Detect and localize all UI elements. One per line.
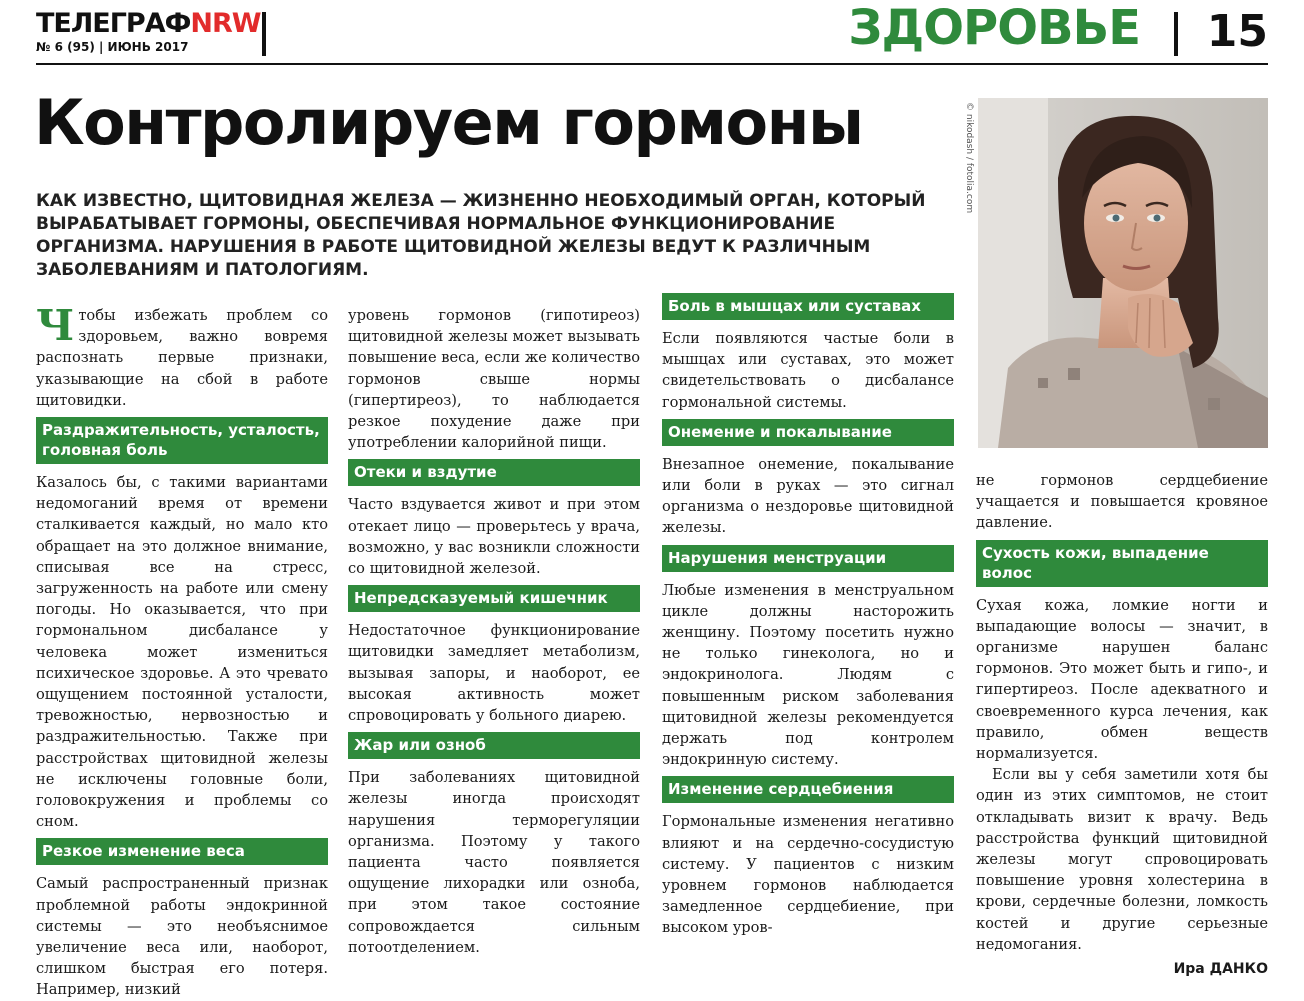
column-4 xyxy=(976,470,1268,980)
paragraph-weight-cont: уровень гормонов (гипотиреоз) щитовидной железы может вызывать повышение веса, если же количество гормонов свыше нормы (гипертиреоз), то наблюдается резкое похудение даже при употреблении калорийной пищи. xyxy=(348,307,640,452)
article-photo xyxy=(978,98,1268,448)
paragraph-closing: Если вы у себя заметили хотя бы один из этих симптомов, не стоит откладывать визит к врачу. Ведь расстройства функций щитовидной железы могут спровоцировать повышение уровня холестерина в крови, сердечные болезни, ломкость костей и другие серьезные недомогания. xyxy=(976,766,1268,953)
photo-credit xyxy=(962,102,976,262)
column-3 xyxy=(662,287,954,939)
drop-cap: Ч xyxy=(36,301,75,350)
paragraph-fever: При заболеваниях щитовидной железы иногда происходят нарушения терморегуляции организма. Поэтому у такого пациента часто появляется ощущение лихорадки или озноба, при этом такое состояние сопровождается сильным потоотделением. xyxy=(348,769,640,956)
article-lead: КАК ИЗВЕСТНО, ЩИТОВИДНАЯ ЖЕЛЕЗА — ЖИЗНЕННО НЕОБХОДИМЫЙ ОРГАН, КОТОРЫЙ ВЫРАБАТЫВАЕТ ГОРМОНЫ, ОБЕСПЕЧИВАЯ НОРМАЛЬНОЕ ФУНКЦИОНИРОВАНИЕ ОРГАНИЗМА. НАРУШЕНИЯ В РАБОТЕ ЩИТОВИДНОЙ ЖЕЛЕЗЫ ВЕДУТ К РАЗЛИЧНЫМ ЗАБОЛЕВАНИЯМ И ПАТОЛОГИЯМ. xyxy=(36,191,926,280)
subhead-menstruation: Нарушения менструации xyxy=(662,545,954,572)
masthead-nrw: NRW xyxy=(190,8,261,39)
intro-paragraph xyxy=(36,301,328,411)
column-1 xyxy=(36,301,328,1001)
subhead-bowel: Непредсказуемый кишечник xyxy=(348,585,640,612)
masthead xyxy=(36,8,261,39)
header-rule xyxy=(36,63,1268,65)
header-divider xyxy=(262,12,266,56)
paragraph-swelling: Часто вздувается живот и при этом отекает лицо — проверьтесь у врача, возможно, у вас возникли сложности со щитовидной железой. xyxy=(348,496,640,578)
issue-info: № 6 (95) | ИЮНЬ 2017 xyxy=(36,40,189,54)
subhead-irritability: Раздражительность, усталость, головная боль xyxy=(36,417,328,464)
paragraph-bowel: Недостаточное функционирование щитовидки замедляет метаболизм, вызывая запоры, и наоборот, ее высокая активность может спровоцировать у больного диарею. xyxy=(348,622,640,725)
subhead-weight: Резкое изменение веса xyxy=(36,838,328,865)
column-2 xyxy=(348,305,640,958)
paragraph-irritability: Казалось бы, с такими вариантами недомоганий время от времени сталкивается каждый, но мало кто обращает на это должное внимание, списывая все на стресс, загруженность на работе или смену погоды. Но оказывается, что при гормональном дисбалансе у человека может измениться психическое здоровье. А это чревато ощущением постоянной усталости, тревожностью, нервозностью и раздражительностью. Также при расстройствах щитовидной железы не исключены головные боли, головокружения и проблемы со сном. xyxy=(36,474,328,831)
paragraph-numbness: Внезапное онемение, покалывание или боли в руках — это сигнал организма о нездоровье щитовидной железы. xyxy=(662,455,954,537)
subhead-skin: Сухость кожи, выпадение волос xyxy=(976,540,1268,587)
masthead-name: ТЕЛЕГРАФ xyxy=(36,8,191,39)
paragraph-heartbeat: Гормональные изменения негативно влияют и на сердечно-сосудистую систему. У пациентов с низким уровнем гормонов наблюдается замедленное сердцебиение, при высоком уров- xyxy=(662,813,954,937)
article-title: Контролируем гормоны xyxy=(34,86,863,159)
page-number: 15 xyxy=(1206,6,1268,57)
subhead-heartbeat: Изменение сердцебиения xyxy=(662,776,954,803)
subhead-swelling: Отеки и вздутие xyxy=(348,459,640,486)
photo-credit-text: © nikodash / fotolia.com xyxy=(964,102,974,214)
header-divider-right xyxy=(1174,12,1178,56)
paragraph-menstruation: Любые изменения в менструальном цикле должны насторожить женщину. Поэтому посетить нужно не только гинеколога, но и эндокринолога. Людям с повышенным риском заболевания щитовидной железы рекомендуется держать под контролем эндокринную систему. xyxy=(662,581,954,769)
section-title: ЗДОРОВЬЕ xyxy=(848,0,1140,56)
paragraph-muscles: Если появляются частые боли в мышцах или суставах, это может свидетельствовать о дисбалансе гормональной системы. xyxy=(662,330,954,411)
subhead-fever: Жар или озноб xyxy=(348,732,640,759)
paragraph-skin: Сухая кожа, ломкие ногти и выпадающие волосы — значит, в организме нарушен баланс гормонов. Это может быть и гипо-, и гипертиреоз. После адекватного и своевременного курса лечения, как правило, обмен веществ нормализуется. xyxy=(976,596,1268,763)
author-byline: Ира ДАНКО xyxy=(1173,961,1268,978)
paragraph-weight: Самый распространенный признак проблемной работы эндокринной системы — это необъяснимое увеличение веса или, наоборот, слишком быстрая его потеря. Например, низкий xyxy=(36,875,328,999)
paragraph-heartbeat-cont: не гормонов сердцебиение учащается и повышается кровяное давление. xyxy=(976,472,1268,532)
intro-text: тобы избежать проблем со здоровьем, важно вовремя распознать первые признаки, указывающие на сбой в работе щитовидки. xyxy=(36,307,328,409)
subhead-muscles: Боль в мышцах или суставах xyxy=(662,293,954,320)
woman-photo-icon xyxy=(978,98,1268,448)
subhead-numbness: Онемение и покалывание xyxy=(662,419,954,446)
